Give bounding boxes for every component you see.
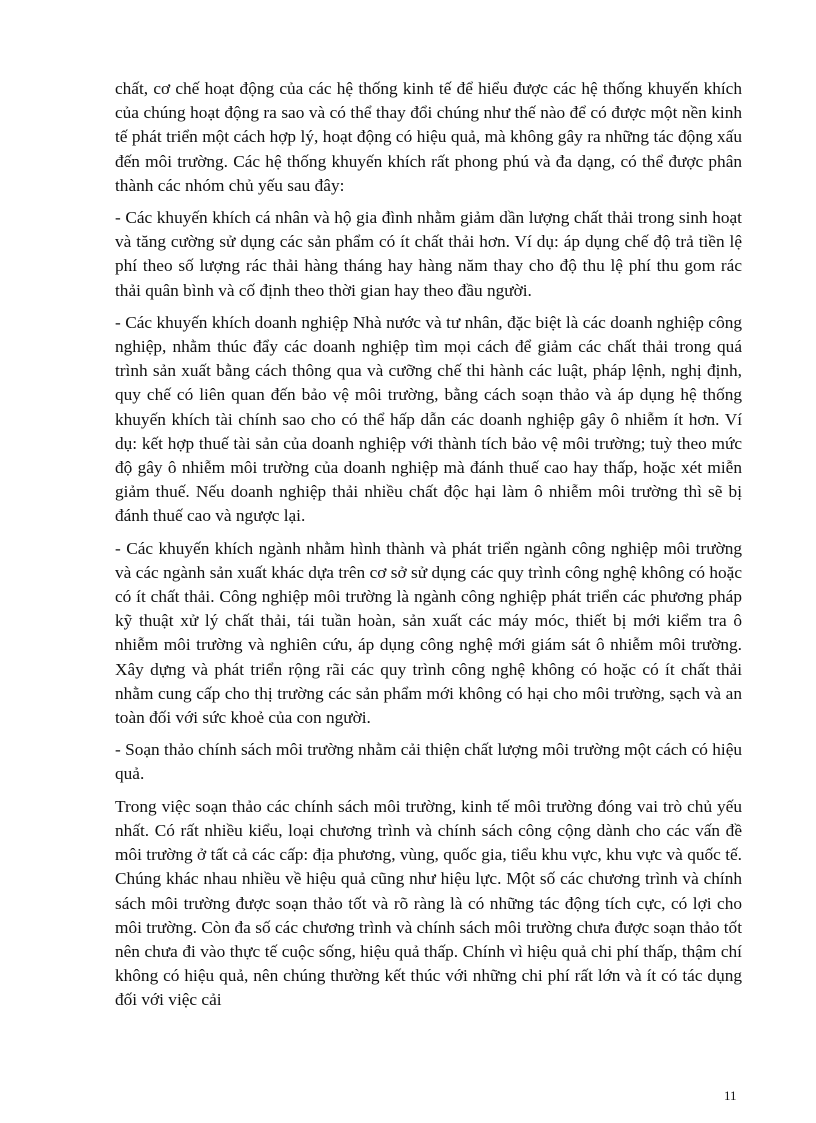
paragraph-intro-continuation: chất, cơ chế hoạt động của các hệ thống kinh tế để hiểu được các hệ thống khuyến khích của chúng hoạt động ra sao và có thể thay đổi chúng như thế nào để có được một nền kinh tế phát triển một cách hợp lý, hoạt động có hiệu quả, mà không gây ra những tác động xấu đến môi trường. Các hệ thống khuyến khích rất phong phú và đa dạng, có thể được phân thành các nhóm chủ yếu sau đây: — [115, 79, 742, 195]
paragraph-policy-drafting: - Soạn thảo chính sách môi trường nhằm cải thiện chất lượng môi trường một cách có hiệu quả. — [115, 740, 742, 784]
paragraph-enterprise-incentives: - Các khuyến khích doanh nghiệp Nhà nước và tư nhân, đặc biệt là các doanh nghiệp công nghiệp, nhằm thúc đẩy các doanh nghiệp tìm mọi cách để giảm các chất thải trong quá trình sản xuất bằng cách thông qua và cưỡng chế thi hành các luật, pháp lệnh, nghị định, quy chế có liên quan đến bảo vệ môi trường, bằng cách soạn thảo và áp dụng hệ thống khuyến khích tài chính sao cho có thể hấp dẫn các doanh nghiệp gây ô nhiễm ít hơn. Ví dụ: kết hợp thuế tài sản của doanh nghiệp với thành tích bảo vệ môi trường; tuỳ theo mức độ gây ô nhiễm môi trường của doanh nghiệp mà đánh thuế cao hay thấp, hoặc xét miễn giảm thuế. Nếu doanh nghiệp thải nhiều chất độc hại làm ô nhiễm môi trường thì sẽ bị đánh thuế cao và ngược lại. — [115, 312, 742, 526]
page-number: 11 — [724, 1088, 737, 1103]
paragraph-environmental-policy: Trong việc soạn thảo các chính sách môi trường, kinh tế môi trường đóng vai trò chủ yếu nhất. Có rất nhiều kiểu, loại chương trình và chính sách công cộng dành cho các vấn đề môi trường ở tất cả các cấp: địa phương, vùng, quốc gia, tiểu khu vực, khu vực và quốc tế. Chúng khác nhau nhiều về hiệu quả cũng như hiệu lực. Một số các chương trình và chính sách môi trường được soạn thảo tốt và rõ ràng là có những tác động tích cực, có lợi cho môi trường. Còn đa số các chương trình và chính sách môi trường chưa được soạn thảo tốt nên chưa đi vào thực tế cuộc sống, hiệu quả thấp. Chính vì hiệu quả chi phí thấp, thậm chí không có hiệu quả, nên chúng thường kết thúc với những chi phí rất lớn và ít có tác dụng đối với việc cải — [115, 796, 742, 1010]
paragraph-household-incentives: - Các khuyến khích cá nhân và hộ gia đình nhằm giảm dần lượng chất thải trong sinh hoạt và tăng cường sử dụng các sản phẩm có ít chất thải hơn. Ví dụ: áp dụng chế độ trả tiền lệ phí theo số lượng rác thải hàng tháng hay hàng năm thay cho độ thu lệ phí thu gom rác thải quân bình và cố định theo thời gian hay theo đầu người. — [115, 208, 742, 300]
page-body — [115, 77, 742, 1021]
paragraph-industry-incentives: - Các khuyến khích ngành nhằm hình thành và phát triển ngành công nghiệp môi trường và các ngành sản xuất khác dựa trên cơ sở sử dụng các quy trình công nghệ không có hoặc có ít chất thải. Công nghiệp môi trường là ngành công nghiệp phát triển các phương pháp kỹ thuật xử lý chất thải, tái tuần hoàn, sản xuất các máy móc, thiết bị mới kiểm tra ô nhiễm môi trường và nghiên cứu, áp dụng công nghệ mới giám sát ô nhiễm môi trường. Xây dựng và phát triển rộng rãi các quy trình công nghệ không có hoặc có ít chất thải nhằm cung cấp cho thị trường các sản phẩm mới không có hại cho môi trường, sạch và an toàn đối với sức khoẻ của con người. — [115, 538, 742, 728]
